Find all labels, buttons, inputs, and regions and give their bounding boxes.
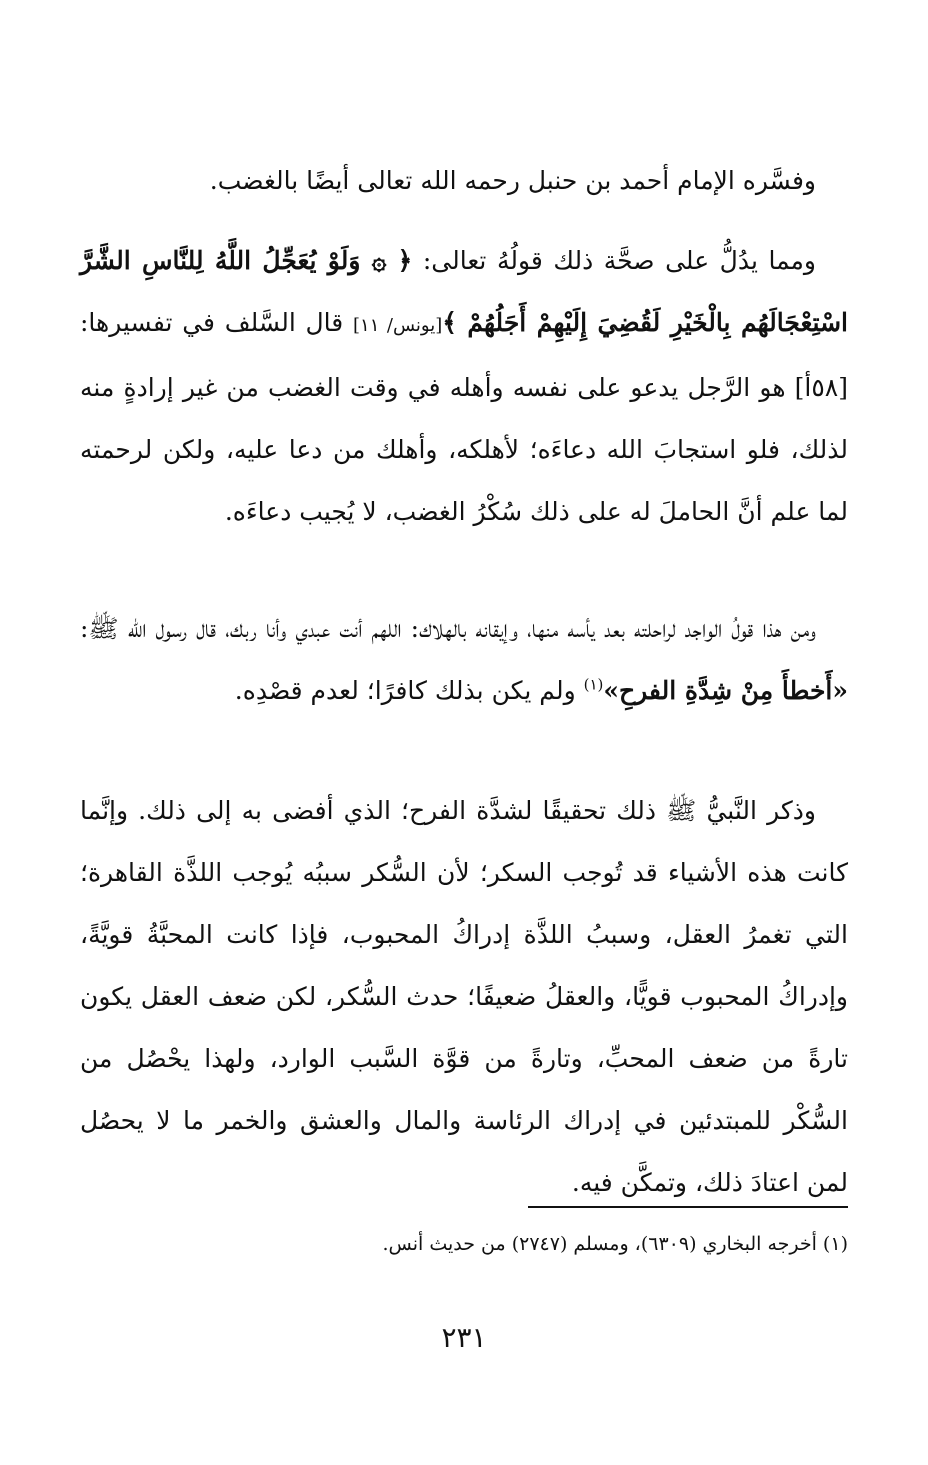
- quran-verse: ﴿ ۞ وَلَوْ يُعَجِّلُ اللَّهُ لِلنَّاسِ الشَّرَّ اسْتِعْجَالَهُم بِالْخَيْرِ لَقُضِيَ إِلَيْهِمْ أَجَلُهُمْ ﴾: [80, 246, 848, 337]
- paragraph-2-intro: ومما يدُلُّ على صحَّة ذلك قولُهُ تعالى:: [412, 246, 816, 275]
- paragraph-3-rest: ولم يكن بذلك كافرًا؛ لعدم قصْدِه.: [234, 676, 584, 705]
- paragraph-3: [80, 598, 848, 722]
- verse-reference: [يونس/ ١١]: [353, 315, 443, 336]
- paragraph-2: [80, 230, 848, 543]
- paragraph-4: [80, 780, 848, 1214]
- footnote: (١) أخرجه البخاري (٦٣٠٩)، ومسلم (٢٧٤٧) من حديث أنس.: [382, 1233, 848, 1255]
- page-number: ٢٣١: [441, 1321, 487, 1354]
- paragraph-1-text: وفسَّره الإمام أحمد بن حنبل رحمه الله تعالى أيضًا بالغضب.: [209, 166, 816, 195]
- paragraph-2-rest: قال السَّلف في تفسيرها: [٥٨أ] هو الرَّجل يدعو على نفسه وأهله في وقت الغضب من غير إرادةٍ منه لذلك، فلو استجابَ الله دعاءَه؛ لأهلكه، وأهلك من دعا عليه، ولكن لرحمته لما علم أنَّ الحاملَ له على ذلك سُكْرُ الغضب، لا يُجيب دعاءَه.: [80, 308, 848, 526]
- hadith-quote: «أَخطأَ مِنْ شِدَّةِ الفرحِ»: [603, 676, 848, 705]
- footnote-separator: [528, 1206, 848, 1208]
- paragraph-1: [80, 150, 848, 212]
- footnote-marker: (١): [583, 675, 604, 694]
- paragraph-4-text: وذكر النَّبيُّ ﷺ ذلك تحقيقًا لشدَّة الفرح؛ الذي أفضى به إلى ذلك. وإنَّما كانت هذه الأشياء قد تُوجب السكر؛ لأن السُّكر سببُه يُوجب اللذَّة القاهرة؛ التي تغمرُ العقل، وسببُ اللذَّة إدراكُ المحبوب، فإذا كانت المحبَّةُ قويَّةً، وإدراكُ المحبوب قويًّا، والعقلُ ضعيفًا؛ حدث السُّكر، لكن ضعف العقل يكون تارةً من ضعف المحبِّ، وتارةً من قوَّة السَّبب الوارد، ولهذا يحْصُل من السُّكْر للمبتدئين في إدراك الرئاسة والمال والعشق والخمر ما لا يحصُل لمن اعتادَ ذلك، وتمكَّن فيه.: [80, 796, 848, 1197]
- paragraph-3-intro: ومن هذا قولُ الواجد لراحلته بعد يأسه منها، وإيقانه بالهلاك: اللهم أنت عبدي وأنا ربك، قال رسول الله ﷺ:: [80, 614, 816, 643]
